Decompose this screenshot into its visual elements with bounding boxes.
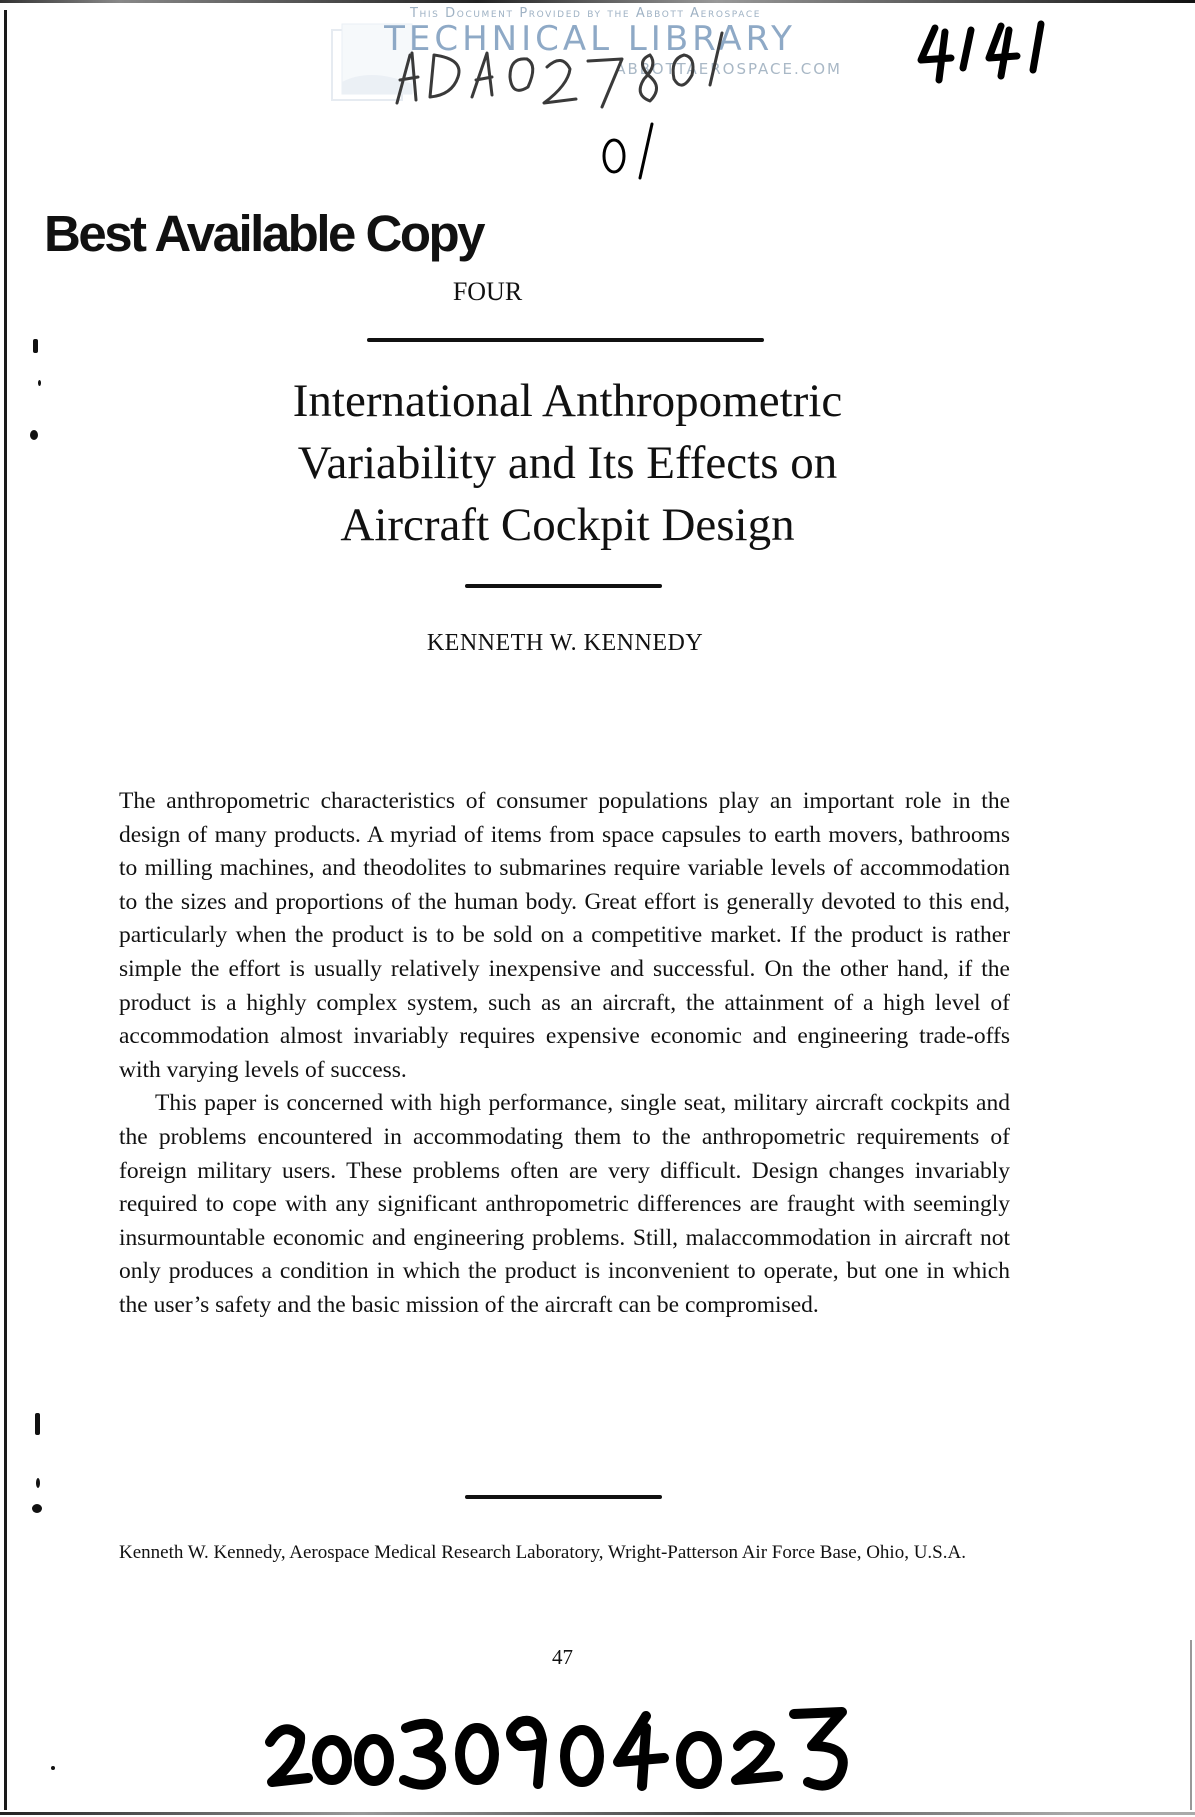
scan-speck (51, 1766, 55, 1770)
page-number: 47 (552, 1645, 573, 1669)
title-line: International Anthropometric (292, 375, 843, 427)
handwritten-accession-number (392, 25, 732, 110)
watermark-url-text: ABBOTTAEROSPACE.COM (615, 60, 842, 78)
divider-rule (367, 338, 764, 342)
scan-speck (30, 430, 38, 440)
scan-speck (33, 339, 38, 353)
best-available-copy-stamp: Best Available Copy (44, 205, 484, 262)
author-affiliation: Kenneth W. Kennedy, Aerospace Medical Research Laboratory, Wright-Patterson Air Force Base, Ohio, U.S.A. (119, 1542, 966, 1563)
chapter-number: FOUR (452, 277, 523, 306)
scan-speck (36, 1478, 40, 1488)
handwritten-sequence-number (600, 120, 665, 180)
scan-edge-top (0, 0, 1195, 3)
article-title (200, 370, 935, 556)
title-line: Variability and Its Effects on (297, 437, 838, 489)
divider-rule (465, 1495, 662, 1499)
watermark-library-text: TECHNICAL LIBRARY (384, 19, 796, 59)
paragraph: This paper is concerned with high performance, single seat, military aircraft cockpits and the problems encountered in accommodating them to the anthropometric requirements of foreign military users. These problems often are very difficult. Design changes invariably required to cope with any significant anthropometric differences are fraught with seemingly insurmountable economic and engineering problems. Still, malaccommodation in aircraft not only produces a condition in which the product is inconvenient to operate, but one in which the user’s safety and the basic mission of the aircraft can be compromised. (119, 1090, 1010, 1318)
body-text (119, 785, 1010, 1323)
divider-rule (465, 584, 662, 588)
paragraph: The anthropometric characteristics of consumer populations play an important role in the design of many products. A myriad of items from space capsules to earth movers, bathrooms to milling machines, and theodolites to submarines require variable levels of accommodation to the sizes and proportions of the human body. Great effort is generally devoted to this end, particularly when the product is to be sold on a competitive market. If the product is rather simple the effort is usually relatively inexpensive and successful. On the other hand, if the product is a highly complex system, such as an aircraft, the attainment of a high level of accommodation almost invariably requires expensive economic and engineering trade-offs with varying levels of success. (119, 788, 1010, 1083)
handwritten-document-number (262, 1700, 892, 1795)
scan-speck (38, 380, 41, 386)
handwritten-copy-number (915, 18, 1055, 88)
author-name: KENNETH W. KENNEDY (426, 630, 704, 656)
scan-edge-bottom (0, 1812, 1195, 1815)
title-line: Aircraft Cockpit Design (340, 499, 795, 551)
scan-speck (35, 1413, 40, 1435)
scan-edge-right (1190, 1640, 1192, 1810)
scan-speck (32, 1504, 42, 1513)
watermark-provider-text: This Document Provided by the Abbott Aerospace (409, 6, 762, 21)
